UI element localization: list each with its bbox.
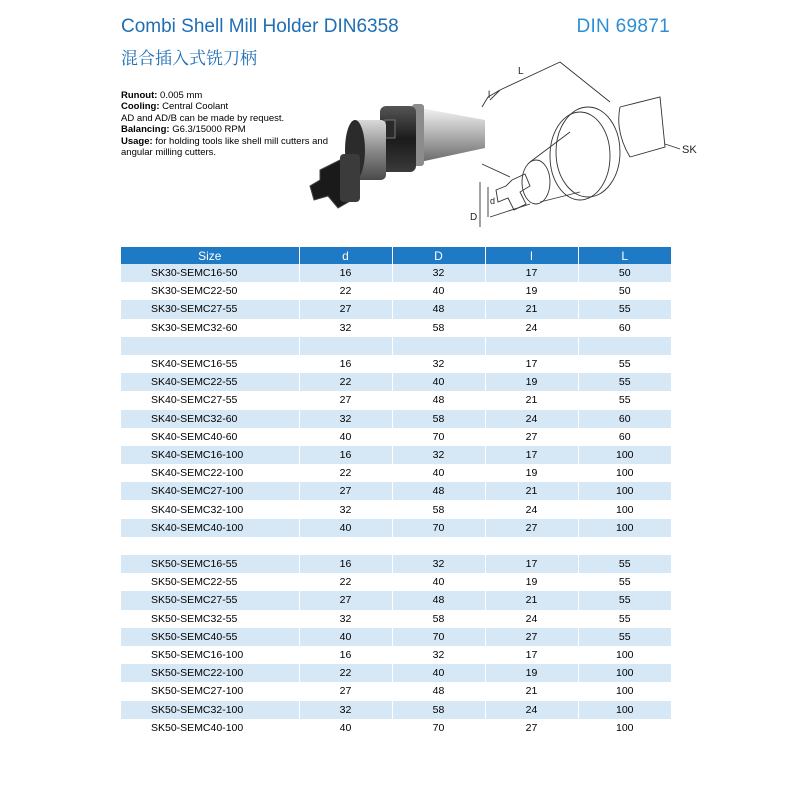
cell-size: SK40-SEMC27-55 <box>121 391 299 409</box>
cell-L: 60 <box>578 319 671 337</box>
table-cell-empty <box>578 537 671 555</box>
cell-size: SK40-SEMC16-55 <box>121 355 299 373</box>
cell-d: 22 <box>299 573 392 591</box>
spec-runout: Runout: 0.005 mm <box>121 90 203 101</box>
cell-size: SK40-SEMC22-100 <box>121 464 299 482</box>
cell-d: 40 <box>299 719 392 737</box>
table-row <box>121 519 671 537</box>
cell-l: 24 <box>485 410 578 428</box>
cell-size: SK40-SEMC40-60 <box>121 428 299 446</box>
table-row <box>121 373 671 391</box>
cell-l: 21 <box>485 591 578 609</box>
cell-D: 40 <box>392 282 485 300</box>
cell-l: 19 <box>485 282 578 300</box>
cell-D: 48 <box>392 391 485 409</box>
cell-size: SK40-SEMC40-100 <box>121 519 299 537</box>
table-cell-empty <box>121 537 299 555</box>
cell-l: 19 <box>485 373 578 391</box>
table-row <box>121 264 671 282</box>
cell-size: SK50-SEMC27-100 <box>121 682 299 700</box>
table-row <box>121 664 671 682</box>
cell-D: 70 <box>392 519 485 537</box>
cell-l: 17 <box>485 446 578 464</box>
cell-size: SK50-SEMC22-100 <box>121 664 299 682</box>
cell-size: SK50-SEMC16-100 <box>121 646 299 664</box>
table-cell-empty <box>392 537 485 555</box>
table-cell-empty <box>121 337 299 355</box>
table-row <box>121 646 671 664</box>
cell-L: 100 <box>578 519 671 537</box>
cell-size: SK50-SEMC16-55 <box>121 555 299 573</box>
cell-L: 100 <box>578 719 671 737</box>
cell-d: 16 <box>299 446 392 464</box>
cell-d: 22 <box>299 373 392 391</box>
table-header-row <box>121 247 671 264</box>
cell-size: SK40-SEMC22-55 <box>121 373 299 391</box>
cell-d: 22 <box>299 282 392 300</box>
cell-size: SK30-SEMC22-50 <box>121 282 299 300</box>
cell-D: 70 <box>392 428 485 446</box>
header-size: Size <box>121 247 299 264</box>
cell-l: 24 <box>485 610 578 628</box>
cell-L: 55 <box>578 610 671 628</box>
label-l: l <box>488 90 491 101</box>
cell-l: 17 <box>485 555 578 573</box>
cell-D: 48 <box>392 591 485 609</box>
cell-size: SK30-SEMC16-50 <box>121 264 299 282</box>
label-sk: SK <box>682 144 697 156</box>
cell-size: SK40-SEMC32-100 <box>121 500 299 518</box>
cell-D: 48 <box>392 300 485 318</box>
table-spacer-row <box>121 537 671 555</box>
cell-size: SK50-SEMC22-55 <box>121 573 299 591</box>
table-cell-empty <box>299 537 392 555</box>
dimension-table <box>121 247 671 737</box>
cell-l: 19 <box>485 464 578 482</box>
cell-D: 32 <box>392 355 485 373</box>
cell-L: 100 <box>578 646 671 664</box>
table-cell-empty <box>485 537 578 555</box>
cell-D: 40 <box>392 573 485 591</box>
cell-l: 19 <box>485 573 578 591</box>
table-row <box>121 355 671 373</box>
cell-d: 22 <box>299 664 392 682</box>
header-L: L <box>578 247 671 264</box>
table-cell-empty <box>578 337 671 355</box>
cell-d: 16 <box>299 646 392 664</box>
table-row <box>121 464 671 482</box>
table-cell-empty <box>299 337 392 355</box>
cell-L: 55 <box>578 573 671 591</box>
label-d: d <box>490 196 496 206</box>
cell-L: 60 <box>578 428 671 446</box>
spec-usage: Usage: for holding tools like shell mill cutters and angular milling cutters. <box>121 135 328 159</box>
cell-size: SK50-SEMC32-55 <box>121 610 299 628</box>
table-row <box>121 391 671 409</box>
cell-D: 70 <box>392 719 485 737</box>
cell-L: 55 <box>578 391 671 409</box>
cell-size: SK50-SEMC27-55 <box>121 591 299 609</box>
cell-D: 32 <box>392 555 485 573</box>
label-D: D <box>470 212 478 223</box>
table-row <box>121 319 671 337</box>
cell-size: SK40-SEMC16-100 <box>121 446 299 464</box>
cell-l: 17 <box>485 264 578 282</box>
din-standard: DIN 69871 <box>576 16 670 37</box>
cell-L: 100 <box>578 664 671 682</box>
cell-size: SK30-SEMC32-60 <box>121 319 299 337</box>
table-row <box>121 591 671 609</box>
cell-size: SK30-SEMC27-55 <box>121 300 299 318</box>
cell-L: 60 <box>578 410 671 428</box>
cell-l: 17 <box>485 355 578 373</box>
cell-l: 24 <box>485 701 578 719</box>
table-row <box>121 282 671 300</box>
spec-cooling: Cooling: Central Coolant <box>121 101 229 113</box>
cell-L: 55 <box>578 591 671 609</box>
spec-balancing: Balancing: G6.3/15000 RPM <box>121 124 246 136</box>
table-row <box>121 428 671 446</box>
cell-l: 19 <box>485 664 578 682</box>
cell-d: 32 <box>299 610 392 628</box>
table-row <box>121 719 671 737</box>
cell-D: 32 <box>392 646 485 664</box>
cell-size: SK40-SEMC27-100 <box>121 482 299 500</box>
cell-d: 32 <box>299 500 392 518</box>
cell-l: 27 <box>485 719 578 737</box>
cell-size: SK50-SEMC32-100 <box>121 701 299 719</box>
cell-D: 58 <box>392 500 485 518</box>
header-D: D <box>392 247 485 264</box>
cell-d: 16 <box>299 355 392 373</box>
table-row <box>121 482 671 500</box>
table-row <box>121 573 671 591</box>
cell-D: 32 <box>392 264 485 282</box>
label-L: L <box>518 66 524 77</box>
cell-D: 58 <box>392 701 485 719</box>
cell-l: 17 <box>485 646 578 664</box>
table-row <box>121 300 671 318</box>
cell-d: 16 <box>299 555 392 573</box>
cell-d: 32 <box>299 701 392 719</box>
cell-l: 21 <box>485 682 578 700</box>
cell-L: 50 <box>578 264 671 282</box>
cell-l: 27 <box>485 628 578 646</box>
table-cell-empty <box>392 337 485 355</box>
cell-d: 22 <box>299 464 392 482</box>
cell-d: 27 <box>299 300 392 318</box>
tool-holder-photo <box>300 90 495 230</box>
cell-d: 16 <box>299 264 392 282</box>
cell-D: 70 <box>392 628 485 646</box>
tool-holder-drawing <box>470 52 700 242</box>
cell-d: 27 <box>299 391 392 409</box>
cell-d: 40 <box>299 519 392 537</box>
table-row <box>121 500 671 518</box>
table-row <box>121 410 671 428</box>
header-l: l <box>485 247 578 264</box>
table-row <box>121 446 671 464</box>
table-row <box>121 555 671 573</box>
cell-l: 21 <box>485 391 578 409</box>
cell-L: 50 <box>578 282 671 300</box>
cell-d: 27 <box>299 482 392 500</box>
cell-L: 55 <box>578 355 671 373</box>
cell-d: 32 <box>299 319 392 337</box>
cell-l: 24 <box>485 319 578 337</box>
page-title: Combi Shell Mill Holder DIN6358 <box>121 16 399 37</box>
cell-D: 58 <box>392 319 485 337</box>
cell-D: 58 <box>392 410 485 428</box>
cell-d: 27 <box>299 591 392 609</box>
cell-d: 40 <box>299 428 392 446</box>
cell-D: 40 <box>392 664 485 682</box>
cell-D: 48 <box>392 482 485 500</box>
cell-d: 40 <box>299 628 392 646</box>
cell-L: 55 <box>578 373 671 391</box>
cell-l: 21 <box>485 300 578 318</box>
table-spacer-row <box>121 337 671 355</box>
header-d: d <box>299 247 392 264</box>
table-row <box>121 610 671 628</box>
cell-D: 40 <box>392 373 485 391</box>
cell-size: SK50-SEMC40-100 <box>121 719 299 737</box>
cell-L: 100 <box>578 446 671 464</box>
cell-D: 32 <box>392 446 485 464</box>
cell-D: 40 <box>392 464 485 482</box>
cell-L: 55 <box>578 628 671 646</box>
cell-L: 55 <box>578 300 671 318</box>
cell-l: 27 <box>485 428 578 446</box>
table-cell-empty <box>485 337 578 355</box>
table-row <box>121 628 671 646</box>
cell-d: 27 <box>299 682 392 700</box>
cell-D: 58 <box>392 610 485 628</box>
cell-l: 24 <box>485 500 578 518</box>
table-row <box>121 682 671 700</box>
cell-L: 55 <box>578 555 671 573</box>
spec-cooling-note: AD and AD/B can be made by request. <box>121 112 285 124</box>
cell-L: 100 <box>578 464 671 482</box>
cell-l: 27 <box>485 519 578 537</box>
cell-L: 100 <box>578 682 671 700</box>
cell-L: 100 <box>578 701 671 719</box>
cell-d: 32 <box>299 410 392 428</box>
cell-D: 48 <box>392 682 485 700</box>
table-row <box>121 701 671 719</box>
cell-L: 100 <box>578 500 671 518</box>
cell-size: SK40-SEMC32-60 <box>121 410 299 428</box>
page-subtitle: 混合插入式铣刀柄 <box>121 49 257 69</box>
cell-size: SK50-SEMC40-55 <box>121 628 299 646</box>
cell-L: 100 <box>578 482 671 500</box>
cell-l: 21 <box>485 482 578 500</box>
